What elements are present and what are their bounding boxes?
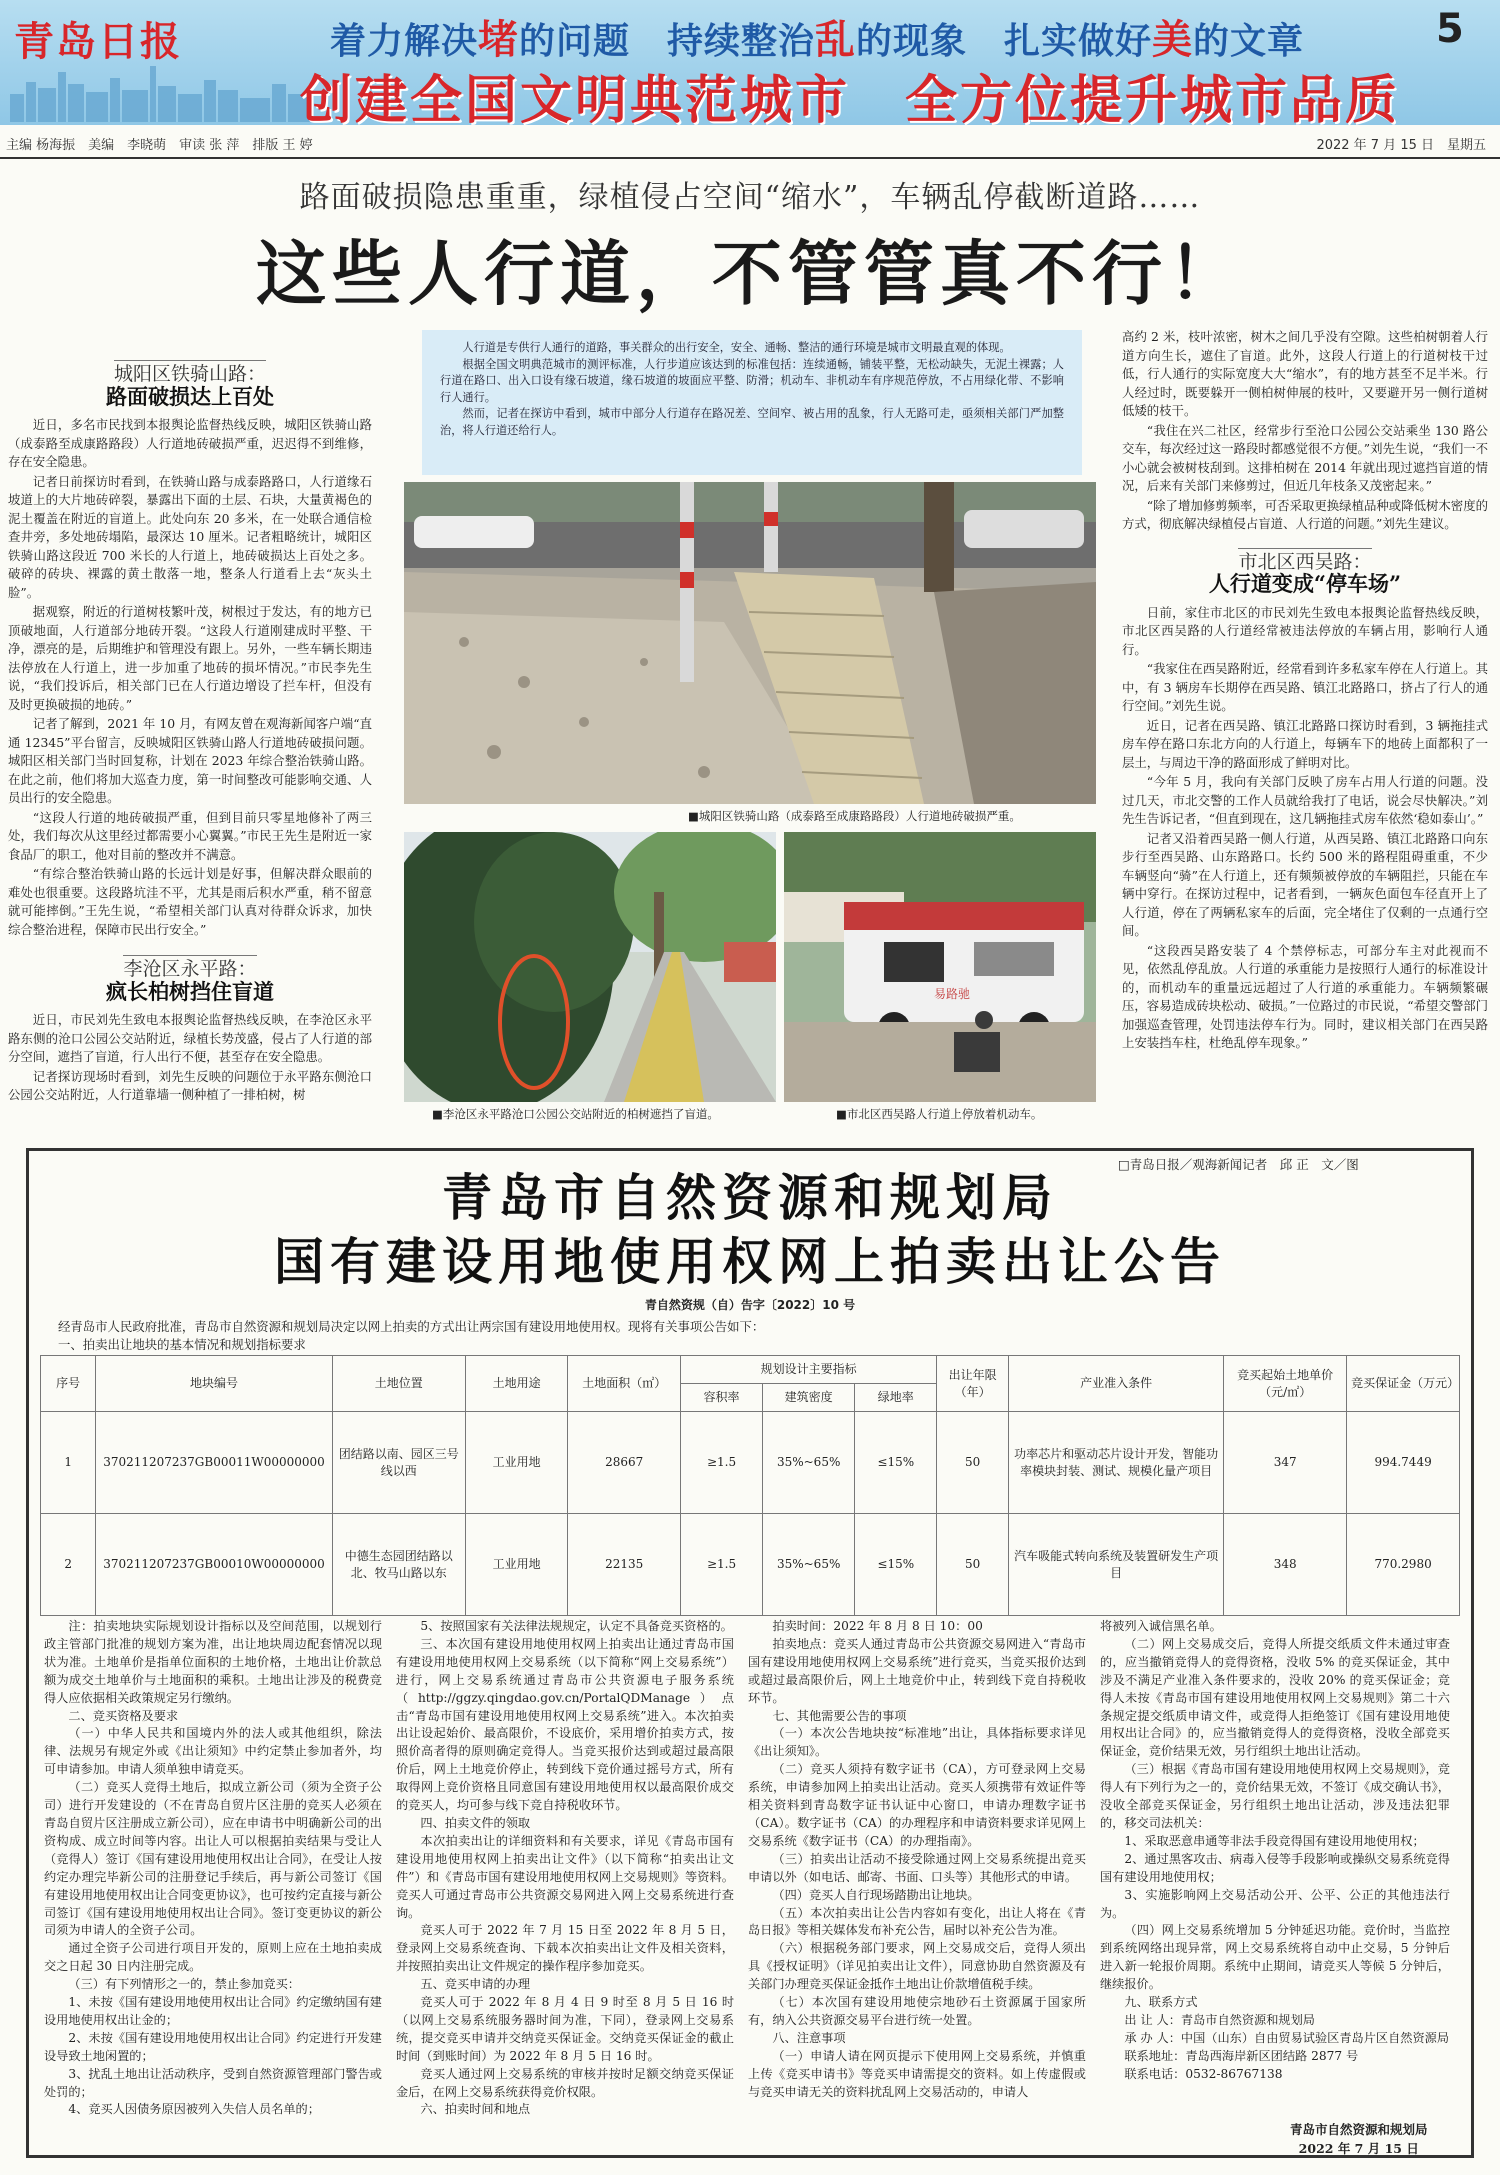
announcement-lead xyxy=(58,1318,1458,1354)
table-cell: ≥1.5 xyxy=(681,1514,763,1616)
table-header: 竞买保证金（万元） xyxy=(1347,1356,1460,1412)
paragraph: “除了增加修剪频率，可否采取更换绿植品种或降低树木密度的方式，彻底解决绿植侵占盲道、人行道的问题。”刘先生建议。 xyxy=(1122,497,1488,531)
table-cell: 功率芯片和驱动芯片设计开发，智能功率模块封装、测试、规模化量产项目 xyxy=(1009,1412,1224,1514)
announcement-paragraph: 二、竞买资格及要求 xyxy=(68,1708,179,1723)
announcement-paragraph: 竞买人可于 2022 年 7 月 15 日至 2022 年 8 月 5 日，登录网上交易系统查询、下载本次拍卖出让文件及相关资料，并按照拍卖出让文件规定的操作程序参加竞买。 xyxy=(396,1923,734,1974)
announcement-paragraph: 四、拍卖文件的领取 xyxy=(420,1815,531,1830)
table-cell: 50 xyxy=(937,1514,1009,1616)
slogan-keyword: 乱 xyxy=(815,16,857,63)
paragraph: “有综合整治铁骑山路的长远计划是好事，但解决群众眼前的难处也很重要。这段路坑洼不平，尤其是雨后积水严重，稍不留意就可能摔倒。”王先生说，“希望相关部门认真对待群众诉求，加快综合整治进程，保障市民出行安全。” xyxy=(8,866,372,937)
announcement-paragraph: （一）本次公告地块按“标准地”出让，具体指标要求详见《出让须知》。 xyxy=(748,1726,1086,1759)
intro-paragraph: 然而，记者在探访中看到，城市中部分人行道存在路况差、空间窄、被占用的乱象，行人无路可走，亟须相关部门严加整治，将人行道还给行人。 xyxy=(440,407,1064,437)
editor-credits: 主编 杨海振 美编 李晓萌 审读 张 萍 排版 王 婷 xyxy=(6,138,313,153)
section-location: 李沧区永平路： xyxy=(123,955,256,979)
announcement-paragraph: 2、通过黑客攻击、病毒入侵等手段影响或操纵交易系统竞得国有建设用地使用权； xyxy=(1100,1851,1450,1884)
sign-date: 2022 年 7 月 15 日 xyxy=(1298,2141,1419,2156)
masthead-slogan-line2: 创建全国文明典范城市 全方位提升城市品质 xyxy=(300,70,1401,131)
photo-caption: ■李沧区永平路沧口公园公交站附近的柏树遮挡了盲道。 xyxy=(432,1107,719,1121)
announcement-column xyxy=(396,1618,734,2119)
city-skyline-illustration xyxy=(10,64,310,122)
paragraph: 近日，记者在西吴路、镇江北路路口探访时看到，3 辆拖挂式房车停在路口东北方向的人行道上，每辆车下的地砖上面都积了一层土，与周边干净的路面形成了鲜明对比。 xyxy=(1122,717,1488,770)
announcement-paragraph: （四）竞买人自行现场踏勘出让地块。 xyxy=(772,1887,980,1902)
table-header: 地块编号 xyxy=(96,1356,332,1412)
paragraph: 记者探访现场时看到，刘先生反映的问题位于永平路东侧沧口公园公交站附近，人行道靠墙一侧种植了一排柏树，树 xyxy=(8,1068,372,1102)
announcement-title-line2: 国有建设用地使用权网上拍卖出让公告 xyxy=(274,1232,1226,1291)
paragraph: “我家住在西吴路附近，经常看到许多私家车停在人行道上。其中，有 3 辆房车长期停在西吴路、镇江北路路口，挤占了行人的通行空间。”刘先生说。 xyxy=(1122,661,1488,713)
table-subheader: 绿地率 xyxy=(855,1384,937,1412)
section-location: 城阳区铁骑山路： xyxy=(114,360,266,384)
table-cell: 348 xyxy=(1224,1514,1347,1616)
announcement-paragraph: （三）拍卖出让活动不接受除通过网上交易系统提出竞买申请以外（如电话、邮寄、书面、口头等）其他形式的申请。 xyxy=(748,1851,1086,1884)
announcement-paragraph: 三、本次国有建设用地使用权网上拍卖出让通过青岛市国有建设用地使用权网上交易系统（以下简称“网上交易系统”）进行，网上交易系统通过青岛市公共资源电子服务系统（http://ggzy.qingdao.gov.cn/PortalQDManage）点击“青岛市国有建设用地使用权网上交易系统”进入。本次拍卖出让设起始价、最高限价，不设底价，采用增价拍卖方式，按照价高者得的原则确定竞得人。当竞买报价达到或超过最高限价后，网上土地竞价停止，转到线下竞价通过摇号方式，所有取得网上竞价资格且同意国有建设用地使用权以最高限价成交的竞买人，均可参与线下竞自持税收环节。 xyxy=(396,1636,734,1813)
table-header: 土地用途 xyxy=(465,1356,567,1412)
land-parcel-table xyxy=(40,1355,1460,1616)
announcement-paragraph: （二）竞买人竞得土地后，拟成立新公司（须为全资子公司）进行开发建设的（不在青岛自贸片区注册的竞买人必须在青岛自贸片区注册成立新公司），应在申请书中明确新公司的出资构成、成立时间等内容。出让人可以根据拍卖结果与受让人（竞得人）签订《国有建设用地使用权出让合同》，在受让人按约定办理完毕新公司的注册登记手续后，再与新公司签订《国有建设用地使用权出让合同变更协议》，也可按约定直接与新公司签订《国有建设用地使用权出让合同》。签订变更协议的新公司须为申请人的全资子公司。 xyxy=(44,1780,382,1938)
paragraph: 近日，多名市民找到本报舆论监督热线反映，城阳区铁骑山路（成泰路至成康路路段）人行道地砖破损严重，迟迟得不到维修，存在安全隐患。 xyxy=(8,417,372,469)
table-subheader: 建筑密度 xyxy=(763,1384,855,1412)
table-cell: 团结路以南、园区三号线以西 xyxy=(332,1412,465,1514)
announcement-paragraph: （五）本次拍卖出让公告内容如有变化，出让人将在《青岛日报》等相关媒体发布补充公告，届时以补充公告为准。 xyxy=(748,1905,1086,1938)
announcement-paragraph: 1、未按《国有建设用地使用权出让合同》约定缴纳国有建设用地使用权出让金的； xyxy=(44,1995,382,2027)
paragraph: “我住在兴二社区，经常步行至沧口公园公交站乘坐 130 路公交车，每次经过这一路段时都感觉很不方便。”刘先生说，“我们一不小心就会被树枝刮到。这排柏树在 2014 年就出现过遮挡盲道的情况，后来有关部门来修剪过，但近几年枝条又茂密起来。” xyxy=(1122,422,1488,493)
section-subhead xyxy=(8,360,372,409)
announcement-paragraph: （三）根据《青岛市国有建设用地使用权网上交易规则》，竞得人有下列行为之一的，竞价结果无效，不签订《成交确认书》，没收全部竞买保证金，另行组织土地出让活动，涉及违法犯罪的，移交司法机关： xyxy=(1100,1762,1450,1830)
table-cell: 50 xyxy=(937,1412,1009,1514)
article-kicker: 路面破损隐患重重，绿植侵占空间“缩水”，车辆乱停截断道路…… xyxy=(299,180,1201,215)
table-cell: ≥1.5 xyxy=(681,1412,763,1514)
masthead xyxy=(0,0,1500,131)
paragraph: “这段人行道的地砖破损严重，但到目前只零星地修补了两三处，我们每次从这里经过都需要小心翼翼。”市民王先生是附近一家食品厂的职工，他对目前的整改并不满意。 xyxy=(8,809,372,862)
issue-date: 2022 年 7 月 15 日 星期五 xyxy=(1316,138,1486,153)
announcement-paragraph: 5、按照国家有关法律法规规定，认定不具备竞买资格的。 xyxy=(420,1619,733,1633)
table-cell: 35%~65% xyxy=(763,1412,855,1514)
parked-rv-illustration xyxy=(784,832,1096,1102)
announcement-paragraph: 拍卖时间：2022 年 8 月 8 日 10：00 xyxy=(772,1619,983,1633)
photo-broken-sidewalk xyxy=(404,482,1096,804)
paragraph: 据观察，附近的行道树枝繁叶茂，树根过于发达，有的地方已顶破地面，人行道部分地砖开裂。“这段人行道刚建成时平整、干净，漂亮的是，后期维护和管理没有跟上。另外，一些车辆长期违法停放在人行道上，进一步加重了地砖的损坏情况。”市民李先生说，“我们投诉后，相关部门已在人行道边增设了拦车杆，但没有及时更换破损的地砖。” xyxy=(8,604,372,712)
section-title: 路面破损达上百处 xyxy=(106,383,274,409)
table-cell: 工业用地 xyxy=(465,1412,567,1514)
announcement-paragraph: 出 让 人：青岛市自然资源和规划局 xyxy=(1124,2012,1315,2027)
table-cell: 370211207237GB00010W00000000 xyxy=(96,1514,332,1616)
photo-caption: ■城阳区铁骑山路（成泰路至成康路路段）人行道地砖破损严重。 xyxy=(688,809,1021,823)
announcement-paragraph: 本次拍卖出让的详细资料和有关要求，详见《青岛市国有建设用地使用权网上拍卖出让文件》（以下简称“拍卖出让文件”）和《青岛市国有建设用地使用权网上交易规则》等资料。竞买人可通过青岛市公共资源交易网进入网上交易系统进行查询。 xyxy=(396,1833,734,1920)
announcement-paragraph: 承 办 人：中国（山东）自由贸易试验区青岛片区自然资源局 xyxy=(1124,2030,1450,2045)
paragraph: 日前，家住市北区的市民刘先生致电本报舆论监督热线反映，市北区西吴路的人行道经常被违法停放的车辆占用，影响行人通行。 xyxy=(1122,604,1488,657)
paragraph: 记者了解到，2021 年 10 月，有网友曾在观海新闻客户端“直通 12345”平台留言，反映城阳区铁骑山路人行道地砖破损问题。城阳区相关部门当时回复称，计划在 2023 年综合整治铁骑山路。在此之前，他们将加大巡查力度，第一时间整改可能影响交通、人员出行的安全隐患。 xyxy=(8,716,372,805)
table-header: 出让年限（年） xyxy=(937,1356,1009,1412)
photo-overgrown-trees xyxy=(404,832,776,1102)
announcement-doc-number: 青自然资规（自）告字〔2022〕10 号 xyxy=(644,1298,856,1312)
announcement-paragraph: 六、拍卖时间和地点 xyxy=(420,2102,531,2117)
table-header: 序号 xyxy=(41,1356,96,1412)
table-subheader: 容积率 xyxy=(681,1384,763,1412)
section-subhead xyxy=(8,955,372,1004)
announcement-paragraph: 竞买人可于 2022 年 8 月 4 日 9 时至 8 月 5 日 16 时（以网上交易系统服务器时间为准，下同），登录网上交易系统，提交竞买申请并交纳竞买保证金。交纳竞买保证金的截止时间（到账时间）为 2022 年 8 月 5 日 16 时。 xyxy=(396,1995,734,2063)
article-column-left xyxy=(8,352,372,1106)
paragraph: “这段西吴路安装了 4 个禁停标志，可部分车主对此视而不见，依然乱停乱放。人行道的承重能力是按照行人通行的标准设计的，而机动车的重量远远超过了人行道的承重能力。车辆频繁碾压，容易造成砖块松动、破损。”一位路过的市民说，“希望交警部门加强巡查管理，处罚违法停车行为。同时，建议相关部门在西吴路上安装挡车柱，杜绝乱停车现象。” xyxy=(1122,942,1488,1050)
paragraph: “今年 5 月，我向有关部门反映了房车占用人行道的问题。没过几天，市北交警的工作人员就给我打了电话，说会尽快解决。”刘先生告诉记者，“但直到现在，这几辆拖挂式房车依然‘稳如泰山’。” xyxy=(1122,774,1488,826)
paragraph: 高约 2 米，枝叶浓密，树木之间几乎没有空隙。这些柏树朝着人行道方向生长，遮住了盲道。此外，这段人行道上的行道树枝干过低，行人通行的实际宽度大大“缩水”，有的地方甚至不足半米。行人经过时，既要躲开一侧柏树伸展的枝叶，又要避开另一侧行道树低矮的枝干。 xyxy=(1122,329,1488,418)
announcement-paragraph: 4、竞买人因债务原因被列入失信人员名单的； xyxy=(68,2102,320,2117)
announcement-signature xyxy=(1290,2120,1428,2158)
article-column-right xyxy=(1122,328,1488,1054)
newspaper-logo: 青岛日报 xyxy=(14,18,182,65)
announcement-paragraph: （三）有下列情形之一的，禁止参加竞买： xyxy=(68,1977,300,1992)
announcement-paragraph: （二）网上交易成交后，竞得人所提交纸质文件未通过审查的，应当撤销竞得人的竞得资格，没收 5% 的竞买保证金，其中涉及不满足产业准入条件要求的，没收 20% 的竞买保证金；竞得人未按《青岛市国有建设用地使用权网上交易规则》第二十六条规定提交纸质申请文件，或竞得人拒绝签订《国有建设用地使用权出让合同》的，应当撤销竞得人的竞得资格，没收全部竞买保证金，竞价结果无效，另行组织土地出让活动。 xyxy=(1100,1636,1450,1759)
slogan-part: 的现象 扎实做好 xyxy=(856,20,1153,62)
section-location: 市北区西吴路： xyxy=(1238,548,1371,572)
slogan-part: 着力解决 xyxy=(330,20,479,62)
table-header: 竞买起始土地单价（元/㎡） xyxy=(1224,1356,1347,1412)
photo-caption: ■市北区西吴路人行道上停放着机动车。 xyxy=(836,1107,1043,1121)
announcement-paragraph: 五、竞买申请的办理 xyxy=(420,1977,531,1992)
paragraph: 记者日前探访时看到，在铁骑山路与成泰路路口，人行道缘石坡道上的大片地砖碎裂，暴露出下面的土层、石块，大量黄褐色的泥土覆盖在附近的盲道上。此处向东 20 多米，在一处联合通信检查井旁，多处地砖塌陷，最深达 10 厘米。记者粗略统计，城阳区铁骑山路这段近 700 米长的人行道上，地砖破损达上百处之多。破碎的砖块、裸露的黄土散落一地，整条人行道看上去“灰头土脸”。 xyxy=(8,473,372,600)
slogan-part: 的文章 xyxy=(1193,20,1305,62)
slogan-part: 的问题 持续整治 xyxy=(519,20,816,62)
table-cell: ≤15% xyxy=(855,1412,937,1514)
sign-org: 青岛市自然资源和规划局 xyxy=(1290,2122,1428,2137)
slogan-keyword: 美 xyxy=(1152,16,1194,63)
section-subhead xyxy=(1122,548,1488,594)
article-headline: 这些人行道，不管管真不行！ xyxy=(256,232,1244,315)
rv-brand-text: 易路驰 xyxy=(934,987,971,1001)
announcement-paragraph: 3、扰乱土地出让活动秩序，受到自然资源管理部门警告或处罚的； xyxy=(44,2066,382,2099)
table-cell: 2 xyxy=(41,1514,96,1616)
announcement-column xyxy=(1100,1618,1450,2084)
paragraph: 记者又沿着西吴路一侧人行道，从西吴路、镇江北路路口向东步行至西吴路、山东路路口。长约 500 米的路程阻碍重重，不少车辆竖向“骑”在人行道上，还有频频被停放的车辆阻拦，只能在车辆中穿行。在探访过程中，记者看到，一辆灰色面包车径直开上了人行道，停在了两辆私家车的后面，完全堵住了仅剩的一点通行空间。 xyxy=(1122,830,1488,938)
broken-sidewalk-illustration xyxy=(404,482,1096,804)
announcement-paragraph: 联系电话：0532-86767138 xyxy=(1124,2066,1283,2081)
announcement-paragraph: 通过全资子公司进行项目开发的，原则上应在土地拍卖成交之日起 30 日内注册完成。 xyxy=(44,1941,382,1974)
announcement-paragraph: 拍卖地点：竞买人通过青岛市公共资源交易网进入“青岛市国有建设用地使用权网上交易系统”进行竞买，当竞买报价达到或超过最高限价后，网上土地竞价中止，转到线下竞自持税收环节。 xyxy=(748,1636,1086,1705)
photo-parked-rv xyxy=(784,832,1096,1102)
announcement-paragraph: （二）竞买人须持有数字证书（CA），方可登录网上交易系统，申请参加网上拍卖出让活动。竞买人须携带有效证件等相关资料到青岛数字证书认证中心窗口，申请办理数字证书（CA）。数字证书（CA）的办理程序和申请资料要求详见网上交易系统《数字证书（CA）的办理指南》。 xyxy=(748,1762,1086,1848)
announcement-paragraph: （一）申请人请在网页提示下使用网上交易系统，并慎重上传《竞买申请书》等竞买申请需提交的资料。如上传虚假或与竞买申请无关的资料扰乱网上交易活动的，申请人 xyxy=(748,2048,1086,2099)
table-header: 土地位置 xyxy=(332,1356,465,1412)
table-cell: ≤15% xyxy=(855,1514,937,1616)
announcement-paragraph: 注：拍卖地块实际规划设计指标以及空间范围，以规划行政主管部门批准的规划方案为准，出让地块周边配套情况以现状为准。土地单价是指单位面积的土地价格，土地出让价款总额为成交土地单价与土地面积的乘积。土地出让涉及的税费竞得人应依据相关政策规定另行缴纳。 xyxy=(44,1619,382,1705)
announcement-paragraph: 九、联系方式 xyxy=(1124,1995,1198,2010)
table-cell: 347 xyxy=(1224,1412,1347,1514)
table-header: 产业准入条件 xyxy=(1009,1356,1224,1412)
table-cell: 35%~65% xyxy=(763,1514,855,1616)
masthead-slogan-line1 xyxy=(330,8,1304,65)
paragraph: 近日，市民刘先生致电本报舆论监督热线反映，在李沧区永平路东侧的沧口公园公交站附近，绿植长势茂盛，侵占了人行道的部分空间，遮挡了盲道，行人出行不便，甚至存在安全隐患。 xyxy=(8,1012,372,1064)
table-header: 土地面积（㎡） xyxy=(568,1356,681,1412)
table-cell: 994.7449 xyxy=(1347,1412,1460,1514)
announcement-paragraph: （一）中华人民共和国境内外的法人或其他组织，除法律、法规另有规定外或《出让须知》中约定禁止参加者外，均可申请参加。申请人须单独申请竞买。 xyxy=(44,1726,382,1777)
announcement-paragraph: 3、实施影响网上交易活动公开、公平、公正的其他违法行为。 xyxy=(1100,1887,1450,1920)
section-title: 人行道变成“停车场” xyxy=(1208,571,1402,596)
table-cell: 1 xyxy=(41,1412,96,1514)
announcement-paragraph: （六）根据税务部门要求，网上交易成交后，竞得人须出具《授权证明》（详见拍卖出让文件），同意协助自然资源及有关部门办理竞买保证金抵作土地出让价款增值税手续。 xyxy=(748,1941,1086,1992)
announcement-column xyxy=(748,1618,1086,2101)
announcement-paragraph: 八、注意事项 xyxy=(772,2030,846,2045)
announcement-paragraph: 七、其他需要公告的事项 xyxy=(772,1708,907,1723)
announcement-paragraph: 2、未按《国有建设用地使用权出让合同》约定进行开发建设导致土地闲置的； xyxy=(44,2030,382,2063)
table-header-row xyxy=(41,1356,1460,1384)
table-cell: 22135 xyxy=(568,1514,681,1616)
slogan-keyword: 堵 xyxy=(478,16,520,63)
table-cell: 汽车吸能式转向系统及装置研发生产项目 xyxy=(1009,1514,1224,1616)
announcement-paragraph: 联系地址：青岛西海岸新区团结路 2877 号 xyxy=(1124,2048,1359,2063)
announcement-paragraph: 1、采取恶意串通等非法手段竞得国有建设用地使用权； xyxy=(1124,1833,1425,1848)
lead-line: 经青岛市人民政府批准，青岛市自然资源和规划局决定以网上拍卖的方式出让两宗国有建设用地使用权。现将有关事项公告如下： xyxy=(58,1319,765,1334)
table-row xyxy=(41,1514,1460,1616)
intro-paragraph: 根据全国文明典范城市的测评标准，人行步道应该达到的标准包括：连续通畅，铺装平整，无松动缺失，无泥土裸露；人行道在路口、出入口设有缘石坡道，缘石坡道的坡面应平整、防滑；机动车、非机动车有序规范停放，不占用绿化带、不影响行人通行。 xyxy=(440,357,1064,404)
announcement-paragraph: 竞买人通过网上交易系统的审核并按时足额交纳竞买保证金后，在网上交易系统获得竞价权限。 xyxy=(396,2066,734,2099)
lead-line: 一、拍卖出让地块的基本情况和规划指标要求 xyxy=(58,1337,306,1352)
table-cell: 工业用地 xyxy=(465,1514,567,1616)
table-cell: 770.2980 xyxy=(1347,1514,1460,1616)
table-row xyxy=(41,1412,1460,1514)
page-number: 5 xyxy=(1436,6,1464,52)
overgrown-trees-illustration xyxy=(404,832,776,1102)
table-header: 规划设计主要指标 xyxy=(681,1356,937,1384)
table-cell: 370211207237GB00011W00000000 xyxy=(96,1412,332,1514)
announcement-paragraph: （四）网上交易系统增加 5 分钟延迟功能。竞价时，当监控到系统网络出现异常，网上交易系统将自动中止交易，5 分钟后进入新一轮报价周期。系统中止期间，请竞买人等候 5 分钟后，继续报价。 xyxy=(1100,1923,1450,1992)
table-cell: 28667 xyxy=(568,1412,681,1514)
announcement-paragraph: （七）本次国有建设用地使宗地砂石土资源属于国家所有，纳入公共资源交易平台进行统一处置。 xyxy=(748,1995,1086,2027)
section-title: 疯长柏树挡住盲道 xyxy=(106,978,274,1004)
announcement-paragraph: 将被列入诚信黑名单。 xyxy=(1100,1619,1222,1633)
article-byline: □青岛日报／观海新闻记者 邱 正 文／图 xyxy=(1118,1157,1359,1172)
table-cell: 中德生态园团结路以北、牧马山路以东 xyxy=(332,1514,465,1616)
intro-paragraph: 人行道是专供行人通行的道路，事关群众的出行安全，安全、通畅、整洁的通行环境是城市文明最直观的体现。 xyxy=(462,341,1011,354)
announcement-column xyxy=(44,1618,382,2119)
credits-bar xyxy=(0,125,1500,159)
article-intro-box xyxy=(422,330,1082,475)
announcement-title-line1: 青岛市自然资源和规划局 xyxy=(442,1168,1058,1227)
